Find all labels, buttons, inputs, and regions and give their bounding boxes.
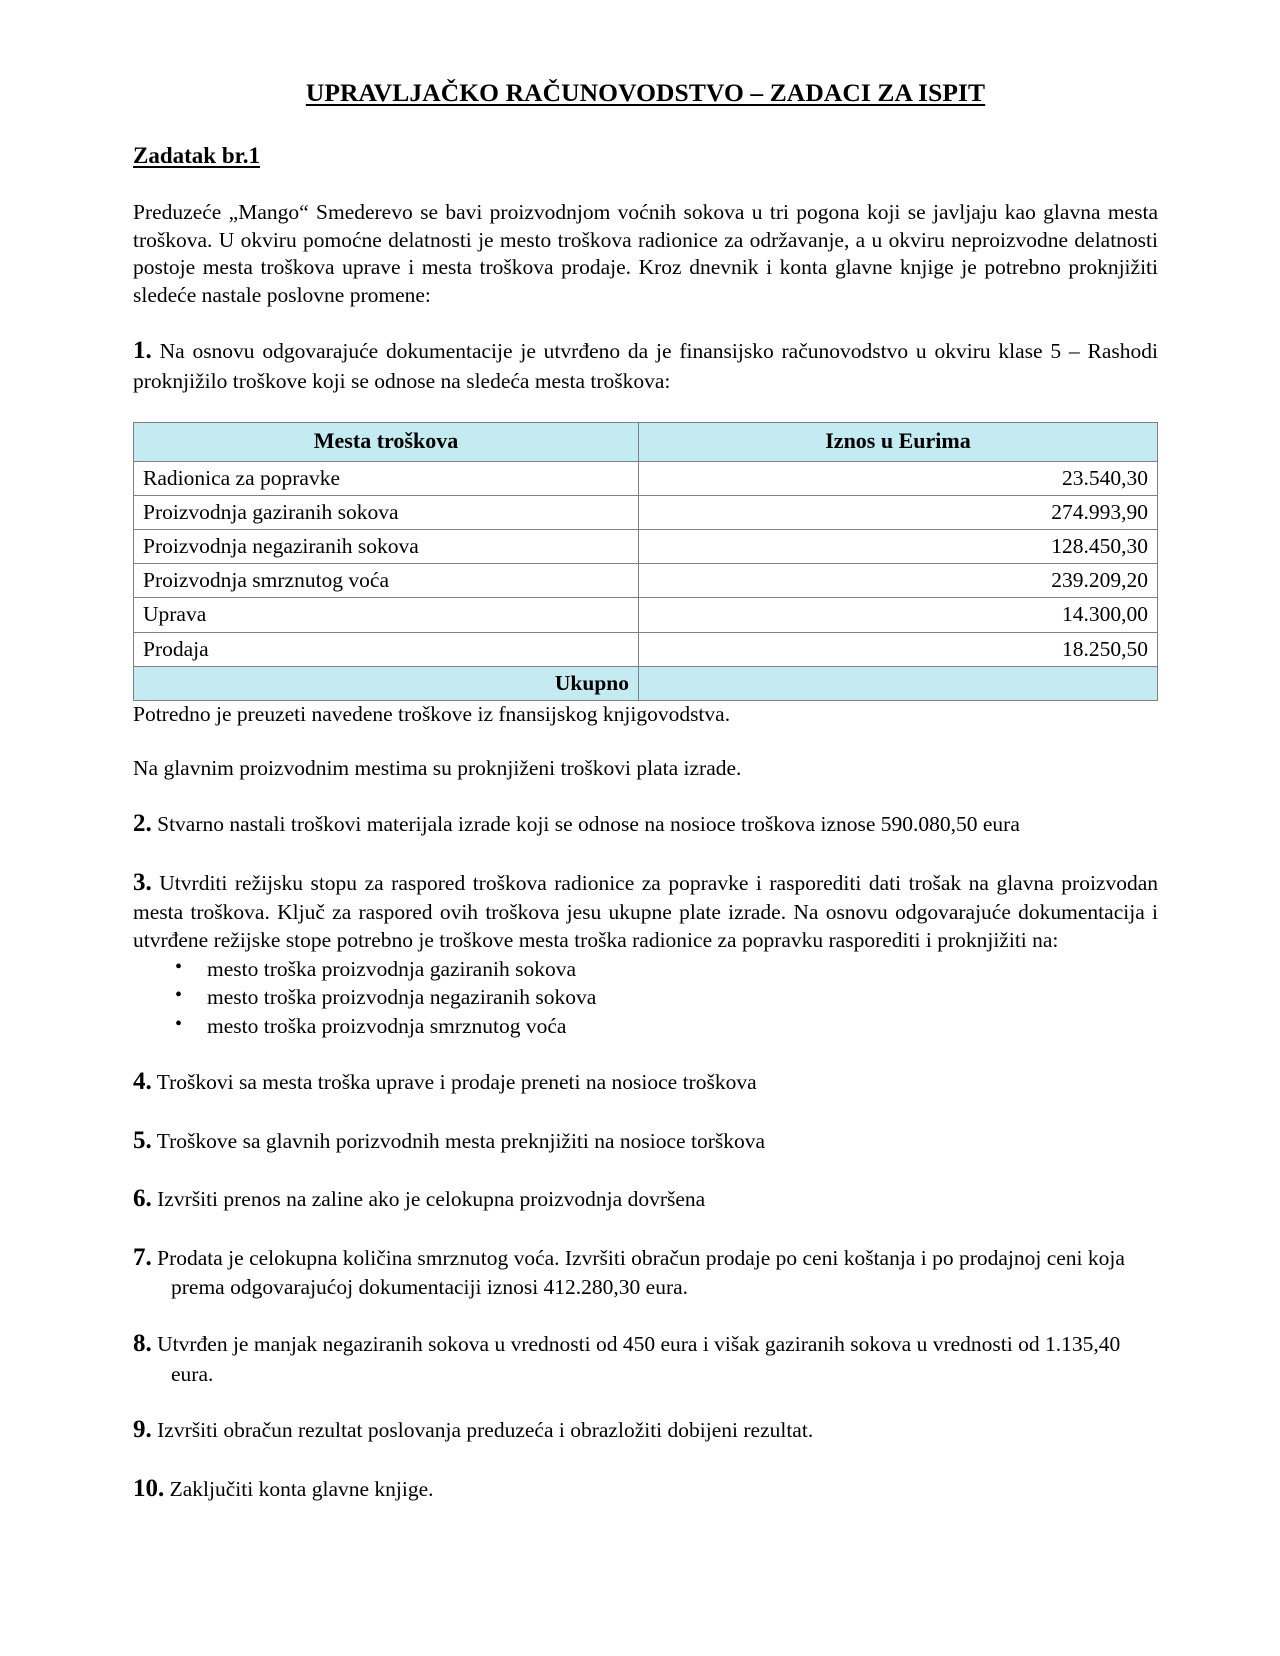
cost-center-amount: 274.993,90 (639, 495, 1158, 529)
list-item: • mesto troška proizvodnja gaziranih sokova (133, 955, 1158, 983)
task-item-6-text: Izvršiti prenos na zaline ako je celokupna proizvodnja dovršena (157, 1187, 706, 1212)
cost-table-header-name: Mesta troškova (134, 422, 639, 461)
table-row (134, 495, 1158, 529)
task-item-2-text: Stvarno nastali troškovi materijala izrade koji se odnose na nosioce troškova iznose 590.080,50 eura (157, 812, 1020, 837)
task-item-10-text: Zaključiti konta glavne knjige. (169, 1476, 434, 1501)
task-item-1 (133, 335, 1158, 395)
total-value (639, 666, 1158, 700)
note-finansijsko-knjigovodstvo: Potredno je preuzeti navedene troškove iz fnansijskog knjigovodstva. (133, 702, 731, 727)
task-item-7 (133, 1242, 1158, 1302)
cost-center-amount: 128.450,30 (639, 529, 1158, 563)
cost-center-name: Radionica za popravke (134, 461, 639, 495)
cost-table-header-amount: Iznos u Eurima (639, 422, 1158, 461)
list-item: • mesto troška proizvodnja smrznutog voća (133, 1012, 1158, 1040)
task-item-7-text: Prodata je celokupna količina smrznutog voća. Izvršiti obračun prodaje po ceni koštanja i po prodajnoj ceni koja prema odgovarajućoj dokumentaciji iznosi 412.280,30 eura. (157, 1245, 1125, 1300)
task-item-8-text: Utvrđen je manjak negaziranih sokova u vrednosti od 450 eura i višak gaziranih sokova u vrednosti od 1.135,40 eura. (157, 1332, 1121, 1386)
cost-center-amount: 239.209,20 (639, 564, 1158, 598)
cost-center-name: Proizvodnja smrznutog voća (134, 564, 639, 598)
cost-center-amount: 23.540,30 (639, 461, 1158, 495)
note-plate-izrade: Na glavnim proizvodnim mestima su proknjiženi troškovi plata izrade. (133, 755, 742, 780)
task-item-1-text: Na osnovu odgovarajuće dokumentacije je utvrđeno da je finansijsko računovodstvo u okviru klase 5 – Rashodi proknjižilo troškove koji se odnose na sledeća mesta troškova: (133, 339, 1159, 393)
table-row (134, 461, 1158, 495)
table-row (134, 529, 1158, 563)
task-item-6-number: 6. (133, 1185, 152, 1213)
task-item-9-number: 9. (133, 1416, 152, 1444)
table-row (134, 598, 1158, 632)
task-item-5-text: Troškove sa glavnih porizvodnih mesta preknjižiti na nosioce torškova (156, 1128, 766, 1153)
task-item-9 (133, 1414, 1158, 1447)
cost-table (133, 422, 1158, 701)
task-item-9-text: Izvršiti obračun rezultat poslovanja preduzeća i obrazložiti dobijeni rezultat. (157, 1418, 814, 1443)
page-title: UPRAVLJAČKO RAČUNOVODSTVO – ZADACI ZA ISPIT (305, 78, 986, 107)
intro-paragraph: Preduzeće „Mango“ Smederevo se bavi proizvodnjom voćnih sokova u tri pogona koji se javljaju kao glavna mesta troškova. U okviru pomoćne delatnosti je mesto troškova radionice za održavanje, a u okviru neproizvodne delatnosti postoje mesta troškova uprave i mesta troškova prodaje. Kroz dnevnik i konta glavne knjige je potrebno proknjižiti sledeće nastale poslovne promene: (133, 200, 1158, 307)
task-item-3-number: 3. (133, 868, 152, 896)
task-item-7-number: 7. (133, 1243, 152, 1271)
task-item-4-text: Troškovi sa mesta troška uprave i prodaje preneti na nosioce troškova (156, 1070, 757, 1095)
task-item-2 (133, 808, 1158, 841)
cost-center-amount: 14.300,00 (639, 598, 1158, 632)
task-item-10 (133, 1473, 1158, 1506)
task-item-1-number: 1. (133, 337, 152, 365)
total-label: Ukupno (134, 666, 639, 700)
task-item-3-text: Utvrditi režijsku stopu za raspored troškova radionice za popravke i rasporediti dati trošak na glavna proizvodan mesta troškova. Ključ za raspored ovih troškova jesu ukupne plate izrade. Na osnovu odgovarajuće dokumentacija i utvrđene režijske stope potrebno je troškove mesta troška radionice za popravku rasporediti i proknjižiti na: (133, 870, 1159, 953)
cost-table-header-row (134, 422, 1158, 461)
task-item-3 (133, 867, 1158, 955)
list-item: • mesto troška proizvodnja negaziranih sokova (133, 983, 1158, 1011)
cost-table-total-row (134, 666, 1158, 700)
task-item-5-number: 5. (133, 1126, 152, 1154)
cost-center-amount: 18.250,50 (639, 632, 1158, 666)
task-item-10-number: 10. (133, 1474, 165, 1502)
section-heading: Zadatak br.1 (133, 142, 260, 168)
cost-center-name: Proizvodnja gaziranih sokova (134, 495, 639, 529)
task-item-4-number: 4. (133, 1068, 152, 1096)
task-item-8-number: 8. (133, 1330, 152, 1358)
task-item-6 (133, 1183, 1158, 1216)
task-item-8 (133, 1328, 1158, 1388)
cost-center-name: Uprava (134, 598, 639, 632)
task-item-3-bullet-list (133, 955, 1158, 1040)
task-item-2-number: 2. (133, 810, 152, 838)
cost-center-name: Prodaja (134, 632, 639, 666)
table-row (134, 632, 1158, 666)
task-item-4 (133, 1066, 1158, 1099)
task-item-5 (133, 1125, 1158, 1158)
table-row (134, 564, 1158, 598)
cost-center-name: Proizvodnja negaziranih sokova (134, 529, 639, 563)
